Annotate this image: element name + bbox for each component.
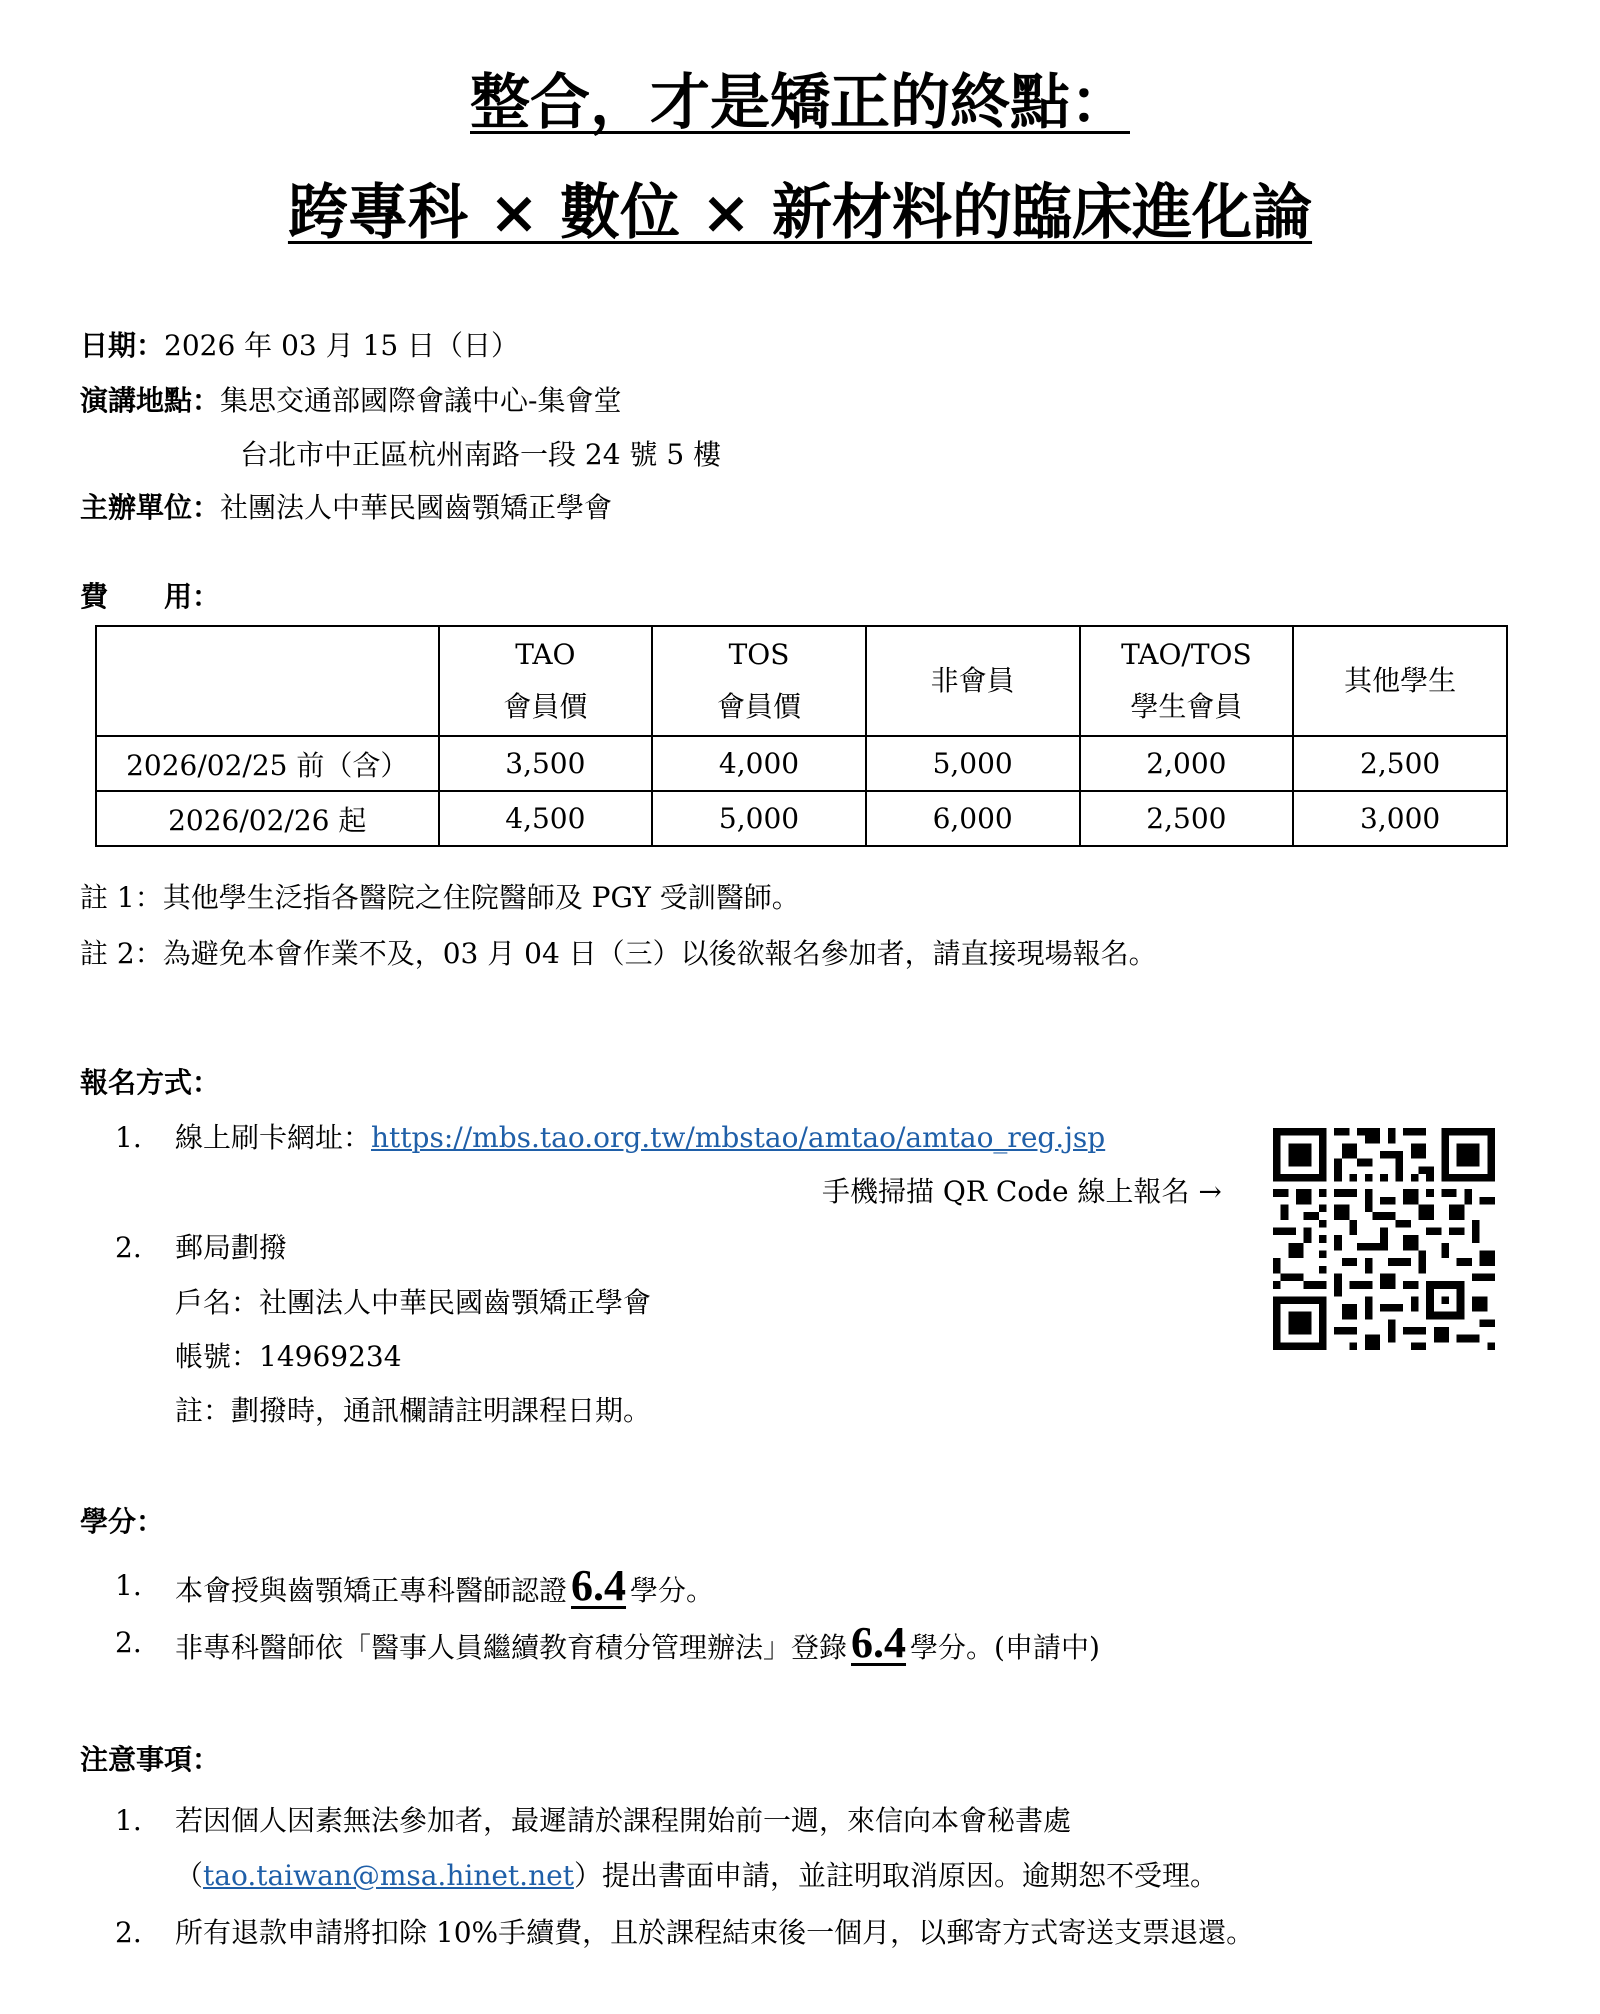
fee-cell: 2,000 — [1080, 736, 1294, 791]
venue-address: 台北市中正區杭州南路一段 24 號 5 樓 — [240, 438, 722, 471]
title-line-1: 整合，才是矯正的終點： — [470, 68, 1130, 138]
credits-item-2-number: 2. — [115, 1626, 142, 1659]
notice-item-1-number: 1. — [115, 1804, 142, 1837]
venue-value: 集思交通部國際會議中心-集會堂 — [220, 384, 622, 417]
fee-note-2: 註 2：為避免本會作業不及，03 月 04 日（三）以後欲報名參加者，請直接現場報名。 — [80, 937, 1157, 970]
fees-label: 費 用： — [80, 580, 221, 613]
fee-cell: 2,500 — [1080, 791, 1294, 846]
venue-line — [80, 381, 621, 421]
fee-note-1: 註 1：其他學生泛指各醫院之住院醫師及 PGY 受訓醫師。 — [80, 881, 800, 914]
fee-header-other-student: 其他學生 — [1293, 626, 1507, 736]
fee-row-label: 2026/02/26 起 — [96, 791, 439, 846]
organizer-line — [80, 488, 612, 528]
organizer-value: 社團法人中華民國齒顎矯正學會 — [220, 491, 613, 524]
fee-cell: 2,500 — [1293, 736, 1507, 791]
fee-header-non-member: 非會員 — [866, 626, 1080, 736]
date-value: 2026 年 03 月 15 日（日） — [164, 329, 520, 362]
notice-item-2-number: 2. — [115, 1916, 142, 1949]
qr-caption: 手機掃描 QR Code 線上報名 → — [822, 1175, 1222, 1208]
credits-item-1-value: 6.4 — [571, 1561, 627, 1610]
title-line-2: 跨專科 × 數位 × 新材料的臨床進化論 — [287, 178, 1313, 248]
registration-url-link[interactable]: https://mbs.tao.org.tw/mbstao/amtao/amtao_reg.jsp — [371, 1121, 1106, 1154]
registration-item-2-note: 註：劃撥時，通訊欄請註明課程日期。 — [175, 1394, 652, 1427]
fee-cell: 3,500 — [439, 736, 653, 791]
qr-code[interactable] — [1273, 1128, 1495, 1350]
notice-item-1-line-1: 若因個人因素無法參加者，最遲請於課程開始前一週，來信向本會秘書處 — [175, 1804, 1072, 1837]
fee-cell: 5,000 — [652, 791, 866, 846]
table-row — [96, 736, 1507, 791]
registration-item-2-number: 2. — [115, 1231, 142, 1264]
credits-item-2 — [175, 1618, 1100, 1668]
notice-label: 注意事項： — [80, 1743, 221, 1776]
credits-item-1-text: 本會授與齒顎矯正專科醫師認證 — [175, 1574, 568, 1607]
table-row — [96, 791, 1507, 846]
fee-cell: 4,000 — [652, 736, 866, 791]
fee-table-header-row — [96, 626, 1507, 736]
fee-cell: 4,500 — [439, 791, 653, 846]
organizer-label: 主辦單位： — [80, 491, 221, 524]
venue-label: 演講地點： — [80, 384, 221, 417]
credits-item-2-unit: 學分。(申請中) — [910, 1631, 1100, 1664]
date-label: 日期： — [80, 329, 165, 362]
registration-item-1 — [175, 1118, 1105, 1158]
account-name: 戶名：社團法人中華民國齒顎矯正學會 — [175, 1286, 652, 1319]
credits-item-1-number: 1. — [115, 1569, 142, 1602]
registration-url-prefix: 線上刷卡網址： — [175, 1121, 372, 1154]
account-number: 帳號：14969234 — [175, 1340, 402, 1373]
registration-item-1-number: 1. — [115, 1121, 142, 1154]
fee-cell: 3,000 — [1293, 791, 1507, 846]
notice-item-1-line-2: （tao.taiwan@msa.hinet.net）提出書面申請，並註明取消原因。逾期恕不受理。 — [175, 1859, 1218, 1892]
fee-row-label: 2026/02/25 前（含） — [96, 736, 439, 791]
fee-header-tos-member: TOS 會員價 — [652, 626, 866, 736]
registration-label: 報名方式： — [80, 1066, 221, 1099]
secretariat-email-link[interactable]: tao.taiwan@msa.hinet.net — [203, 1859, 574, 1892]
credits-item-1-unit: 學分。 — [630, 1574, 715, 1607]
fee-header-tao-member: TAO 會員價 — [439, 626, 653, 736]
fee-cell: 5,000 — [866, 736, 1080, 791]
date-line — [80, 326, 519, 366]
fee-table — [95, 625, 1508, 847]
credits-item-1 — [175, 1561, 715, 1611]
credits-item-2-value: 6.4 — [851, 1618, 907, 1667]
credits-label: 學分： — [80, 1505, 165, 1538]
notice-item-2: 所有退款申請將扣除 10%手續費，且於課程結束後一個月，以郵寄方式寄送支票退還。 — [175, 1916, 1255, 1949]
fee-header-student-member: TAO/TOS 學生會員 — [1080, 626, 1294, 736]
credits-item-2-text: 非專科醫師依「醫事人員繼續教育積分管理辦法」登錄 — [175, 1631, 848, 1664]
fee-table-corner-cell — [96, 626, 439, 736]
registration-item-2-title: 郵局劃撥 — [175, 1231, 288, 1264]
fee-cell: 6,000 — [866, 791, 1080, 846]
